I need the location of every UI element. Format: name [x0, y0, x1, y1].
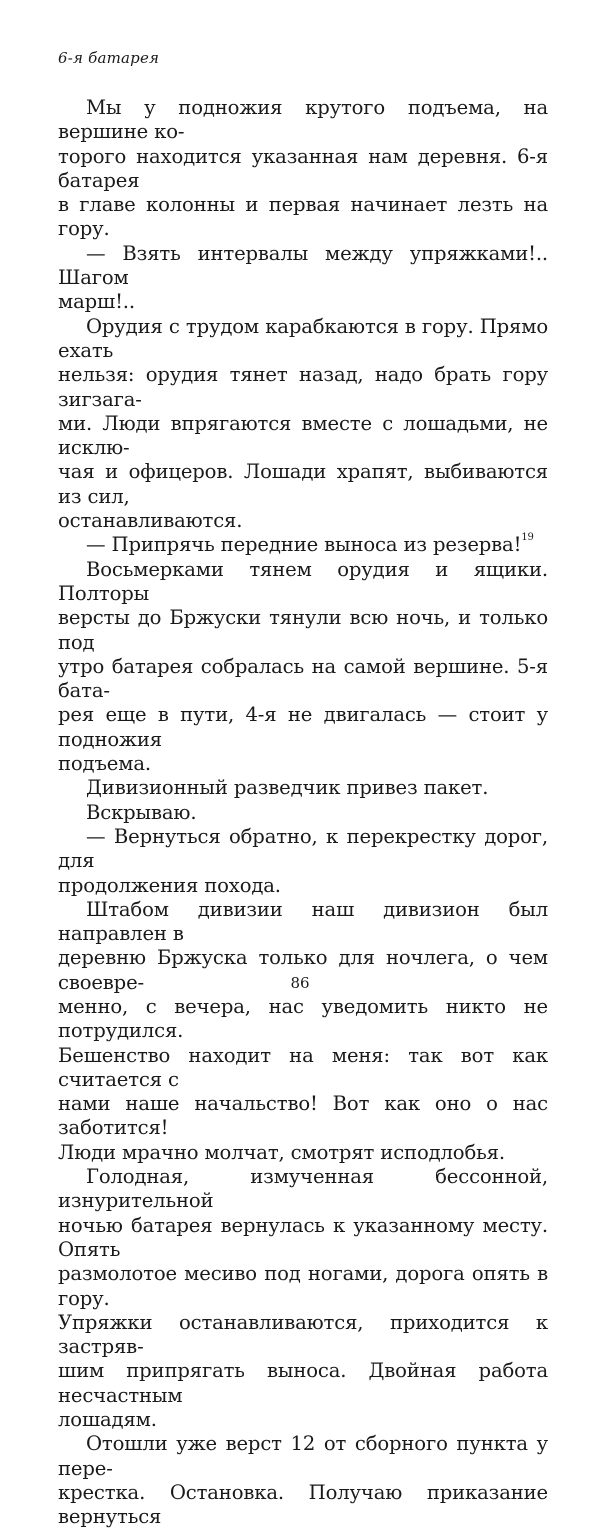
paragraph: Восьмерками тянем орудия и ящики. Полторы версты до Бржуски тянули всю ночь, и только под утро батарея собралась на самой вершине. 5-я бата- рея еще в пути, 4-я не двигалась — стоит у подножия подъема.	[58, 557, 548, 776]
paragraph: Дивизионный разведчик привез пакет.	[86, 776, 489, 800]
footnote-reference: 19	[521, 532, 534, 544]
body-text	[58, 96, 548, 1530]
paragraph: — Вернуться обратно, к перекрестку дорог, для продолжения похода.	[58, 824, 548, 897]
paragraph: Отошли уже верст 12 от сборного пункта у пере- крестка. Остановка. Получаю приказание вернуться	[58, 1432, 548, 1529]
paragraph: Вскрываю.	[86, 800, 197, 824]
paragraph: Мы у подножия крутого подъема, на вершине ко- торого находится указанная нам деревня. 6-я батарея в главе колонны и первая начинает лезть на гору.	[58, 96, 548, 241]
paragraph: Штабом дивизии наш дивизион был направлен в деревню Бржуска только для ночлега, о чем своевре- менно, с вечера, нас уведомить никто не потрудился. Бешенство находит на меня: так вот как считается с нами наше начальство! Вот как оно о нас заботится! Люди мрачно молчат, смотрят исподлобья.	[58, 897, 548, 1164]
paragraph: Голодная, измученная бессонной, изнурительной ночью батарея вернулась к указанному месту. Опять размолотое месиво под ногами, дорога опять в гору. Упряжки останавливаются, приходится к застряв- шим припрягать выноса. Двойная работа несчастным лошадям.	[58, 1165, 548, 1432]
running-head-title: 6-я батарея	[58, 49, 160, 67]
paragraph: Орудия с трудом карабкаются в гору. Прямо ехать нельзя: орудия тянет назад, надо брать гору зигзага- ми. Люди впрягаются вместе с лошадьми, не исклю- чая и офицеров. Лошади храпят, выбиваются из сил, останавливаются.	[58, 314, 548, 533]
paragraph: — Припрячь передние выноса из резерва!$^{19}$	[86, 532, 534, 557]
page-number: 86	[290, 974, 310, 992]
paragraph: — Взять интервалы между упряжками!.. Шагом марш!..	[58, 241, 548, 314]
